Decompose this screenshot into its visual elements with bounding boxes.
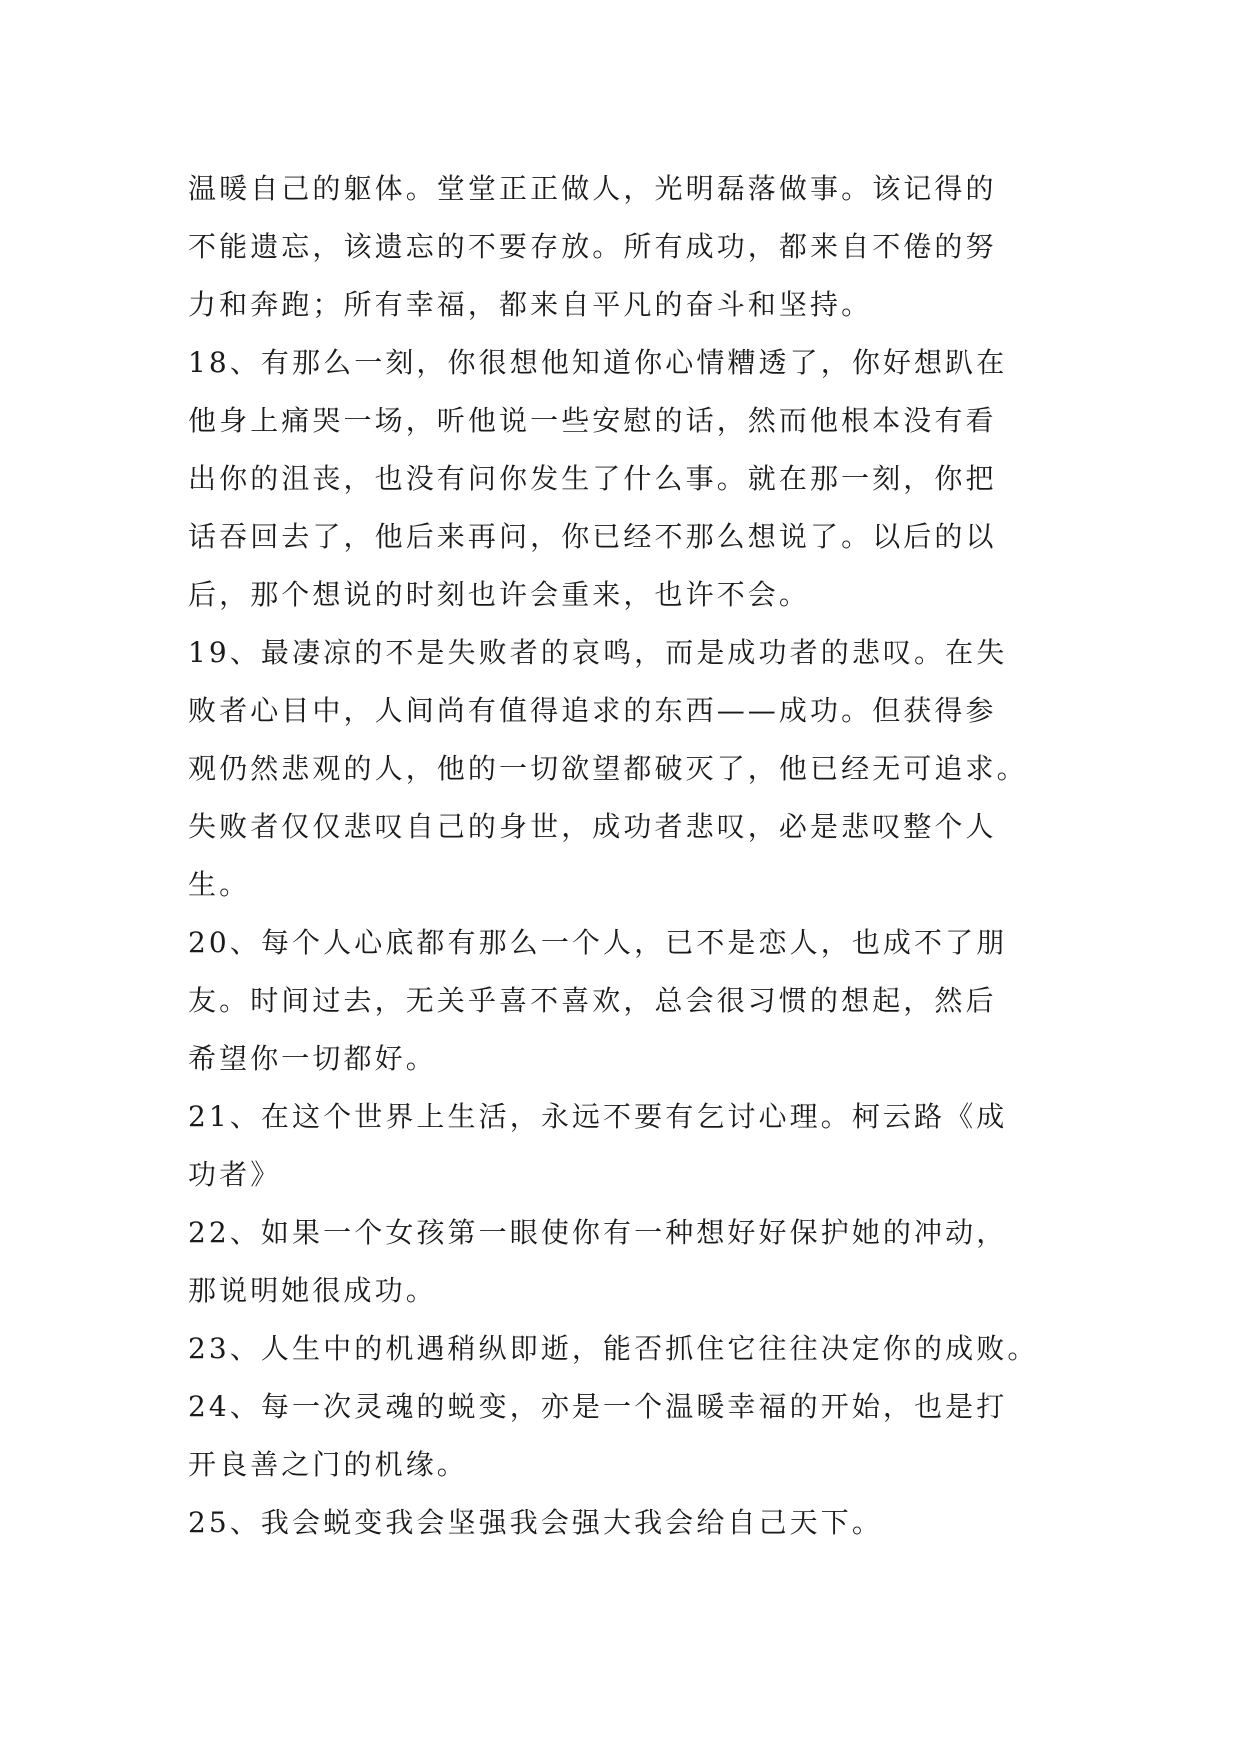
text-line: 希望你一切都好。: [188, 1042, 437, 1075]
text-line: 那说明她很成功。: [188, 1274, 437, 1307]
text-line: 力和奔跑；所有幸福，都来自平凡的奋斗和坚持。: [188, 288, 873, 321]
text-line: 18、有那么一刻，你很想他知道你心情糟透了，你好想趴在: [188, 346, 1008, 379]
text-line: 开良善之门的机缘。: [188, 1448, 468, 1481]
text-line: 19、最凄凉的不是失败者的哀鸣，而是成功者的悲叹。在失: [188, 636, 1008, 669]
text-line: 20、每个人心底都有那么一个人，已不是恋人，也成不了朋: [188, 926, 1008, 959]
body-text: [188, 160, 1058, 1552]
text-line: 话吞回去了，他后来再问，你已经不那么想说了。以后的以: [188, 520, 997, 553]
text-line: 22、如果一个女孩第一眼使你有一种想好好保护她的冲动，: [188, 1216, 1008, 1249]
text-line: 21、在这个世界上生活，永远不要有乞讨心理。柯云路《成: [188, 1100, 1008, 1133]
text-line: 出你的沮丧，也没有问你发生了什么事。就在那一刻，你把: [188, 462, 997, 495]
text-line: 友。时间过去，无关乎喜不喜欢，总会很习惯的想起，然后: [188, 984, 997, 1017]
text-line: 后，那个想说的时刻也许会重来，也许不会。: [188, 578, 811, 611]
text-line: 25、我会蜕变我会坚强我会强大我会给自己天下。: [188, 1506, 883, 1539]
text-line: 功者》: [188, 1158, 282, 1191]
text-line: 23、人生中的机遇稍纵即逝，能否抓住它往往决定你的成败。: [188, 1332, 1039, 1365]
text-line: 温暖自己的躯体。堂堂正正做人，光明磊落做事。该记得的: [188, 172, 997, 205]
text-line: 不能遗忘，该遗忘的不要存放。所有成功，都来自不倦的努: [188, 230, 997, 263]
text-line: 失败者仅仅悲叹自己的身世，成功者悲叹，必是悲叹整个人: [188, 810, 997, 843]
text-line: 观仍然悲观的人，他的一切欲望都破灭了，他已经无可追求。: [188, 752, 1028, 785]
text-line: 败者心目中，人间尚有值得追求的东西——成功。但获得参: [188, 694, 997, 727]
text-line: 生。: [188, 868, 251, 901]
text-line: 他身上痛哭一场，听他说一些安慰的话，然而他根本没有看: [188, 404, 997, 437]
text-line: 24、每一次灵魂的蜕变，亦是一个温暖幸福的开始，也是打: [188, 1390, 1008, 1423]
